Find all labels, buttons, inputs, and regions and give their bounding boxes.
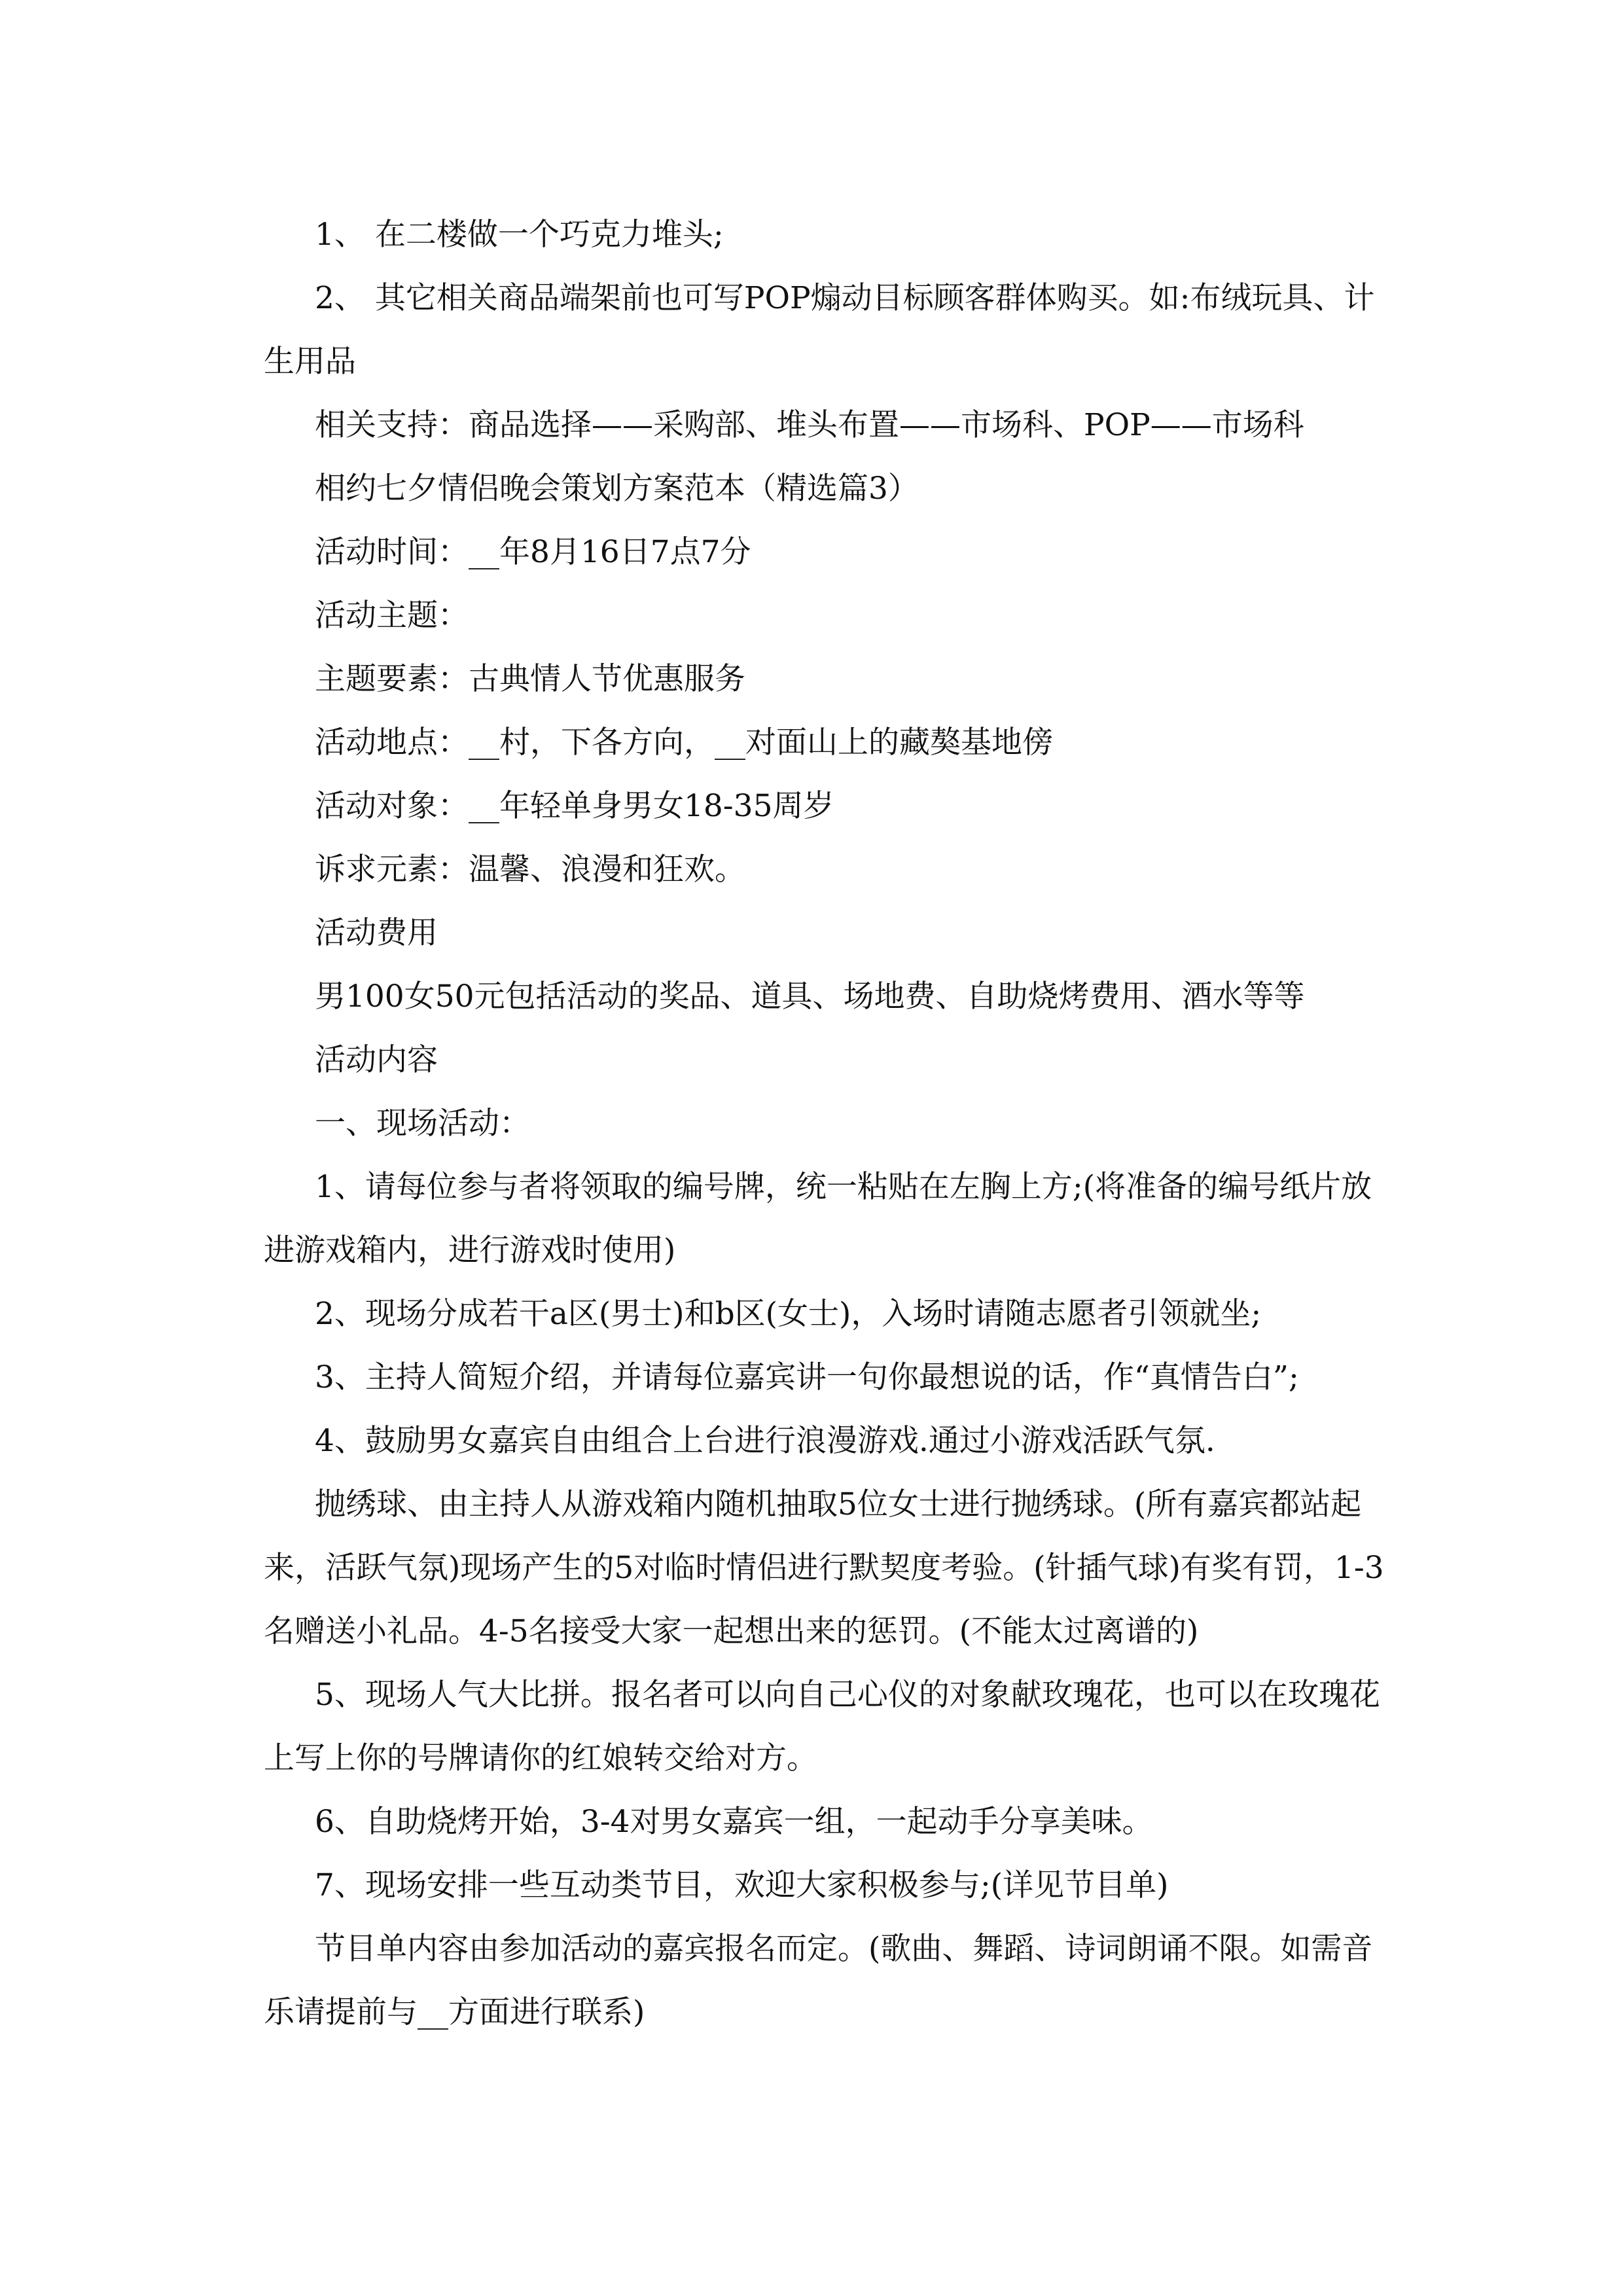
paragraph-throw-ball: 抛绣球、由主持人从游戏箱内随机抽取5位女士进行抛绣球。(所有嘉宾都站起来，活跃气氛)现场产生的5对临时情侣进行默契度考验。(针插气球)有奖有罚，1-3名赠送小礼品。4-5名接受大家一起想出来的惩罚。(不能太过离谱的) [264,1486,1384,1649]
paragraph-activity-cost: 男100女50元包括活动的奖品、道具、场地费、自助烧烤费用、酒水等等 [315,978,1305,1014]
paragraph-activity-content-heading: 活动内容 [315,1042,438,1078]
paragraph-theme-elements: 主题要素：古典情人节优惠服务 [315,661,745,697]
paragraph-related-support: 相关支持：商品选择——采购部、堆头布置——市场科、POP——市场科 [315,407,1304,443]
document-body [264,203,1389,2044]
paragraph-step-4: 4、鼓励男女嘉宾自由组合上台进行浪漫游戏.通过小游戏活跃气氛. [315,1423,1215,1459]
paragraph-item-2: 2、 其它相关商品端架前也可写POP煽动目标顾客群体购买。如:布绒玩具、计生用品 [264,280,1375,380]
paragraph-item-1: 1、 在二楼做一个巧克力堆头; [315,217,724,253]
paragraph-activity-theme: 活动主题： [315,598,469,634]
paragraph-activity-time: 活动时间：__年8月16日7点7分 [315,534,751,570]
paragraph-step-3: 3、主持人简短介绍，并请每位嘉宾讲一句你最想说的话，作“真情告白”; [315,1359,1299,1395]
paragraph-activity-audience: 活动对象：__年轻单身男女18-35周岁 [315,788,834,824]
paragraph-step-7: 7、现场安排一些互动类节目，欢迎大家积极参与;(详见节目单) [315,1867,1169,1903]
section-title: 相约七夕情侣晚会策划方案范本（精选篇3） [315,471,919,507]
paragraph-step-1: 1、请每位参与者将领取的编号牌，统一粘贴在左胸上方;(将准备的编号纸片放进游戏箱内，进行游戏时使用) [264,1169,1372,1268]
paragraph-program-list: 节目单内容由参加活动的嘉宾报名而定。(歌曲、舞蹈、诗词朗诵不限。如需音乐请提前与__方面进行联系) [264,1931,1373,2030]
paragraph-onsite-heading: 一、现场活动： [315,1105,530,1141]
paragraph-step-6: 6、自助烧烤开始，3-4对男女嘉宾一组，一起动手分享美味。 [315,1804,1153,1840]
paragraph-activity-location: 活动地点：__村，下各方向，__对面山上的藏獒基地傍 [315,725,1053,761]
paragraph-step-2: 2、现场分成若干a区(男士)和b区(女士)，入场时请随志愿者引领就坐; [315,1296,1262,1332]
paragraph-appeal-elements: 诉求元素：温馨、浪漫和狂欢。 [315,852,745,888]
paragraph-activity-cost-heading: 活动费用 [315,915,438,951]
paragraph-step-5: 5、现场人气大比拼。报名者可以向自己心仪的对象献玫瑰花，也可以在玫瑰花上写上你的号牌请你的红娘转交给对方。 [264,1677,1380,1776]
